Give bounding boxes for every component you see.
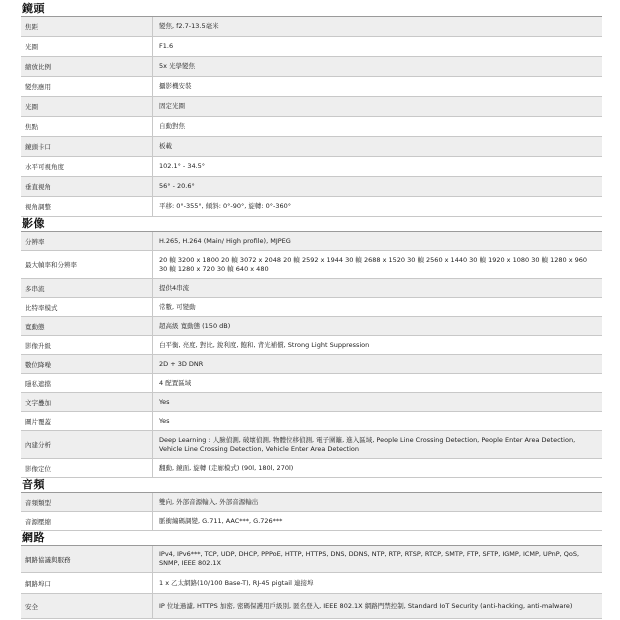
row-value: 5x 光學變焦 xyxy=(159,62,196,70)
row-label: 分辨率 xyxy=(21,232,153,250)
row-value: 56° - 20.6° xyxy=(159,182,195,190)
table-row xyxy=(21,279,602,298)
table-row xyxy=(21,232,602,251)
section-title-image: 影像 xyxy=(22,217,45,230)
row-label: 音頻類型 xyxy=(21,493,153,511)
table-row xyxy=(21,137,602,157)
section-title-audio: 音頻 xyxy=(22,478,45,491)
row-label: 網路埠口 xyxy=(21,573,153,593)
row-value: 超高級 寬動態 (150 dB) xyxy=(159,321,231,330)
table-row xyxy=(21,493,602,512)
section-title-lens: 鏡頭 xyxy=(22,2,45,15)
row-value: 白平衡, 亮度, 對比, 銳利度, 飽和, 背光補償, Strong Light Suppression xyxy=(159,340,370,349)
row-label: 寬動態 xyxy=(21,317,153,335)
row-value: 2D + 3D DNR xyxy=(159,359,204,368)
row-value: 平移: 0°-355°, 傾斜: 0°-90°, 旋轉: 0°-360° xyxy=(159,202,292,210)
row-label: 垂直視角 xyxy=(21,177,153,196)
row-label: 縮放比例 xyxy=(21,57,153,76)
table-row xyxy=(21,157,602,177)
row-value: 板載 xyxy=(159,142,172,150)
table-row xyxy=(21,57,602,77)
table-row xyxy=(21,197,602,217)
table-row xyxy=(21,17,602,37)
table-row xyxy=(21,336,602,355)
table-row xyxy=(21,37,602,57)
row-label: 光圈 xyxy=(21,37,153,56)
row-value: IP 位址過濾, HTTPS 加密, 密碼保護用戶級別, 匿名登入, IEEE 802.1X 網路門禁控制, Standard IoT Security (anti-hacking, anti-malware) xyxy=(159,601,573,610)
row-value: 提供4串流 xyxy=(159,283,190,292)
row-label: 音源壓縮 xyxy=(21,512,153,530)
row-label: 影像升級 xyxy=(21,336,153,354)
table-row xyxy=(21,251,602,279)
table-row xyxy=(21,431,602,459)
row-label: 最大幀率和分辨率 xyxy=(21,251,153,278)
row-label: 網路協議與服務 xyxy=(21,546,153,572)
row-value: H.265, H.264 (Main/ High profile), MJPEG xyxy=(159,236,291,245)
table-row xyxy=(21,97,602,117)
table-row xyxy=(21,546,602,573)
row-label: 影像定位 xyxy=(21,459,153,477)
table-row xyxy=(21,298,602,317)
row-value: 常數, 可變動 xyxy=(159,302,196,311)
row-label: 焦點 xyxy=(21,117,153,136)
row-label: 圖片覆蓋 xyxy=(21,412,153,430)
row-value: 20 幀 3200 x 1800 20 幀 3072 x 2048 20 幀 2592 x 1944 30 幀 2688 x 1520 30 幀 2560 x 1440 30 幀 1920 x 1080 30 幀 1280 x 960 30 幀 1280 x 720 30 幀 640 x 480 xyxy=(159,255,588,273)
row-label: 隱私遮擋 xyxy=(21,374,153,392)
row-value: 固定光圈 xyxy=(159,102,185,110)
row-value: 雙向, 外部音源輸入, 外部音源輸出 xyxy=(159,497,259,506)
row-label: 數位降噪 xyxy=(21,355,153,373)
table-row xyxy=(21,512,602,531)
row-value: Yes xyxy=(159,416,170,425)
row-label: 安全 xyxy=(21,594,153,618)
row-label: 水平可視角度 xyxy=(21,157,153,176)
table-row xyxy=(21,573,602,594)
row-label: 內建分析 xyxy=(21,431,153,458)
row-value: 翻動, 鏡面, 旋轉 (走廊模式) (90l, 180l, 270l) xyxy=(159,463,294,472)
row-label: 變焦應用 xyxy=(21,77,153,96)
row-value: 自動對焦 xyxy=(159,122,185,130)
spec-table-image xyxy=(21,231,602,478)
table-row xyxy=(21,374,602,393)
row-value: 4 配置區域 xyxy=(159,378,192,387)
row-value: IPv4, IPv6***, TCP, UDP, DHCP, PPPoE, HTTP, HTTPS, DNS, DDNS, NTP, RTP, RTSP, RTCP, SMTP, FTP, SFTP, IGMP, ICMP, UPnP, QoS, SNMP, IEEE 802.1X xyxy=(159,550,580,567)
row-value: F1.6 xyxy=(159,42,174,50)
spec-table-lens xyxy=(21,16,602,217)
row-value: Deep Learning : 人臉偵測, 破壞偵測, 物體位移偵測, 電子圍籬, 進入區域, People Line Crossing Detection, People Enter Area Detection, Vehicle Line Crossing Detection, Vehicle Enter Area Detection xyxy=(159,435,576,453)
table-row xyxy=(21,117,602,137)
table-row xyxy=(21,594,602,619)
spec-table-audio xyxy=(21,492,602,531)
table-row xyxy=(21,412,602,431)
table-row xyxy=(21,355,602,374)
section-title-network: 網路 xyxy=(22,531,45,544)
row-label: 多串流 xyxy=(21,279,153,297)
row-label: 鏡頭卡口 xyxy=(21,137,153,156)
row-value: Yes xyxy=(159,397,170,406)
row-label: 文字疊加 xyxy=(21,393,153,411)
row-value: 變焦, f2.7-13.5毫米 xyxy=(159,22,219,30)
row-label: 焦距 xyxy=(21,17,153,36)
row-value: 脈衝編碼調變, G.711, AAC***, G.726*** xyxy=(159,516,283,525)
table-row xyxy=(21,77,602,97)
row-label: 視角調整 xyxy=(21,197,153,216)
row-value: 攝影機安裝 xyxy=(159,82,192,90)
row-label: 比特率模式 xyxy=(21,298,153,316)
row-value: 1 x 乙太網路(10/100 Base-T), RJ-45 pigtail 連接埠 xyxy=(159,578,314,587)
row-value: 102.1° - 34.5° xyxy=(159,162,206,170)
table-row xyxy=(21,317,602,336)
row-label: 光圈 xyxy=(21,97,153,116)
spec-table-network xyxy=(21,545,602,619)
table-row xyxy=(21,393,602,412)
table-row xyxy=(21,177,602,197)
table-row xyxy=(21,459,602,478)
